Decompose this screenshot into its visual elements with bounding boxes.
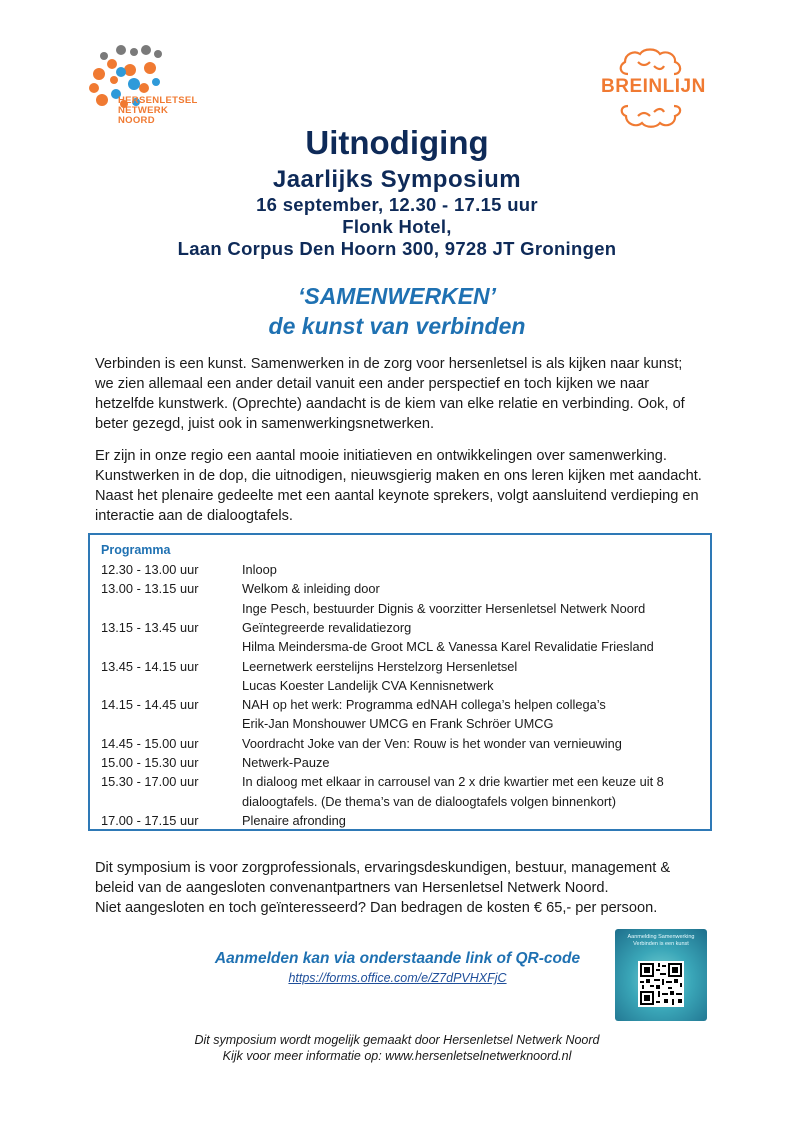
programme-row [101, 599, 701, 618]
programme-row [101, 579, 701, 598]
programme-desc: Erik-Jan Monshouwer UMCG en Frank Schröer UMCG [242, 716, 554, 732]
programme-desc: Inge Pesch, bestuurder Dignis & voorzitter Hersenletsel Netwerk Noord [242, 600, 646, 616]
programme-time: 14.15 - 14.45 uur [101, 697, 199, 713]
programme-desc: Welkom & inleiding door [242, 581, 380, 597]
programme-row [101, 560, 701, 579]
programme-desc: dialoogtafels. (De thema’s van de dialoogtafels volgen binnenkort) [242, 793, 616, 809]
programme-desc: Leernetwerk eerstelijns Herstelzorg Hersenletsel [242, 658, 518, 674]
programme-time: 17.00 - 17.15 uur [101, 812, 199, 828]
programme-time: 13.00 - 13.15 uur [101, 581, 199, 597]
intro-paragraph: Er zijn in onze regio een aantal mooie initiatieven en ontwikkelingen over samenwerking. Kunstwerken in de dop, die uitnodigen, nieuwsgierig maken en ons leren kijken met aandacht. Naast het plenaire gedeelte met een aantal keynote sprekers, volgt aansluitend verdieping en interactie aan de dialoogtafels. [95, 448, 702, 524]
event-subtitle: Jaarlijks Symposium [272, 166, 522, 193]
programme-desc: Geïntegreerde revalidatiezorg [242, 619, 412, 635]
logo-text-line: NETWERK [118, 105, 169, 116]
breinlijn-logo-text: BREINLIJN [601, 76, 706, 97]
logo-text-line: HERSENLETSEL [118, 95, 198, 106]
programme-time: 13.45 - 14.15 uur [101, 658, 199, 674]
programme-row [101, 676, 701, 695]
programme-row [101, 714, 701, 733]
programme-desc: Inloop [242, 562, 277, 577]
qr-code-card[interactable] [615, 929, 707, 1021]
programme-time: 13.15 - 13.45 uur [101, 619, 199, 635]
hnn-logo-text [118, 96, 198, 126]
qr-caption: Aanmelding Samenwerking Verbinden is een kunst [627, 934, 695, 947]
programme-box [88, 533, 712, 831]
programme-row [101, 772, 701, 791]
programme-desc: Voordracht Joke van der Ven: Rouw is het wonder van vernieuwing [242, 735, 622, 751]
programme-row [101, 753, 701, 772]
programme-desc: Hilma Meindersma-de Groot MCL & Vanessa Karel Revalidatie Friesland [242, 639, 654, 655]
programme-desc: Lucas Koester Landelijk CVA Kennisnetwerk [242, 677, 494, 693]
programme-time: 12.30 - 13.00 uur [101, 562, 199, 577]
footer-sponsor: Dit symposium wordt mogelijk gemaakt door Hersenletsel Netwerk Noord [194, 1033, 600, 1047]
qr-code-icon [638, 961, 684, 1007]
programme-desc: Plenaire afronding [242, 812, 346, 828]
registration-link[interactable]: https://forms.office.com/e/Z7dPVHXFjC [288, 971, 507, 985]
programme-row [101, 618, 701, 637]
programme-row [101, 811, 701, 830]
programme-time: 15.00 - 15.30 uur [101, 755, 199, 770]
event-date-time: 16 september, 12.30 - 17.15 uur [256, 194, 538, 215]
programme-row [101, 637, 701, 656]
footer-website: Kijk voor meer informatie op: www.hersenletselnetwerknoord.nl [222, 1049, 572, 1063]
page-title: Uitnodiging [305, 124, 489, 161]
programme-time: 14.45 - 15.00 uur [101, 735, 199, 751]
programme-desc: Netwerk-Pauze [242, 755, 330, 770]
programme-row [101, 695, 701, 714]
programme-desc: NAH op het werk: Programma edNAH collega’s helpen collega’s [242, 697, 606, 713]
intro-paragraph: Verbinden is een kunst. Samenwerken in de zorg voor hersenletsel is als kijken naar kunst; we zien allemaal een ander detail vanuit een ander perspectief en toch kijken we naar hetzelfde kunstwerk. (Oprechte) aandacht is de kiem van elke relatie en verbinding. Ook, of beter gezegd, juist ook in samenwerkingsnetwerken. [95, 356, 685, 432]
programme-row [101, 792, 701, 811]
event-venue: Flonk Hotel, [342, 216, 452, 237]
theme-title: ‘SAMENWERKEN’ [297, 283, 497, 309]
audience-paragraph: Dit symposium is voor zorgprofessionals, ervaringsdeskundigen, bestuur, management & beleid van de aangesloten convenantpartners van Hersenletsel Netwerk Noord. Niet aangesloten en toch geïnteresseerd? Dan bedragen de kosten € 65,- per persoon. [95, 860, 671, 916]
programme-title: Programma [101, 543, 171, 557]
programme-time: 15.30 - 17.00 uur [101, 774, 199, 790]
programme-row [101, 734, 701, 753]
theme-subtitle: de kunst van verbinden [268, 313, 526, 339]
registration-heading: Aanmelden kan via onderstaande link of QR-code [214, 950, 581, 967]
logo-text-line: NOORD [118, 115, 155, 126]
programme-desc: In dialoog met elkaar in carrousel van 2 x drie kwartier met een keuze uit 8 [242, 774, 664, 790]
event-address: Laan Corpus Den Hoorn 300, 9728 JT Groningen [177, 238, 617, 259]
programme-row [101, 657, 701, 676]
